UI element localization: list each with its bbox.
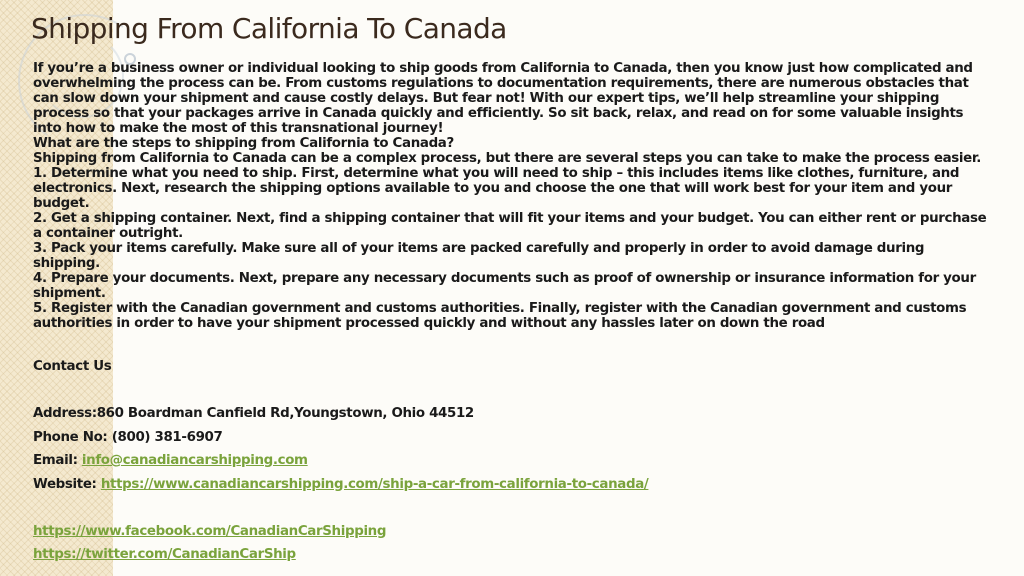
facebook-line [33,520,993,544]
email-link[interactable]: info@canadiancarshipping.com [81,453,308,468]
email-line [33,449,993,473]
phone-text: Phone No: (800) 381-6907 [33,429,223,445]
steps-answer: Shipping from California to Canada can be a complex process, but there are several steps you can take to make the process easier. [33,151,981,166]
twitter-line [33,543,993,567]
step-item: 3. Pack your items carefully. Make sure all of your items are packed carefully and properly in order to avoid damage during shipping. [33,241,925,271]
facebook-link[interactable]: https://www.facebook.com/CanadianCarShipping [33,523,387,539]
website-line [33,473,993,497]
intro-paragraph: If you’re a business owner or individual looking to ship goods from California to Canada, then you know just how complicated and overwhelming the process can be. From customs regulations to documentation requirements, there are numerous obstacles that can slow down your shipment and cause costly delays. But fear not! With our expert tips, we’ll help streamline your shipping process so that your packages arrive in Canada quickly and efficiently. So sit back, relax, and read on for some valuable insights into how to make the most of this transnational journey! [33,61,973,136]
twitter-link[interactable]: https://twitter.com/CanadianCarShip [33,547,296,562]
step-item: 2. Get a shipping container. Next, find a shipping container that will fit your items and your budget. You can either rent or purchase a container outright. [33,211,987,241]
steps-question: What are the steps to shipping from California to Canada? [33,136,454,151]
page-title: Shipping From California To Canada [31,12,507,45]
address-text: Address:860 Boardman Canfield Rd,Youngstown, Ohio 44512 [33,406,474,421]
article-body [33,61,993,567]
contact-heading: Contact Us [33,359,112,374]
website-link[interactable]: https://www.canadiancarshipping.com/ship-a-car-from-california-to-canada/ [100,476,649,492]
email-label: Email: [33,453,82,468]
contact-section [33,331,993,567]
step-item: 4. Prepare your documents. Next, prepare any necessary documents such as proof of ownership or insurance information for your shipment. [33,271,976,301]
step-item: 5. Register with the Canadian government and customs authorities. Finally, register with the Canadian government and customs authorities in order to have your shipment processed quickly and without any hassles later on down the road [33,301,967,331]
step-item: 1. Determine what you need to ship. First, determine what you will need to ship – this includes items like clothes, furniture, and electronics. Next, research the shipping options available to you and choose the one that will work best for your item and your budget. [33,166,960,211]
website-label: Website: [33,476,101,492]
